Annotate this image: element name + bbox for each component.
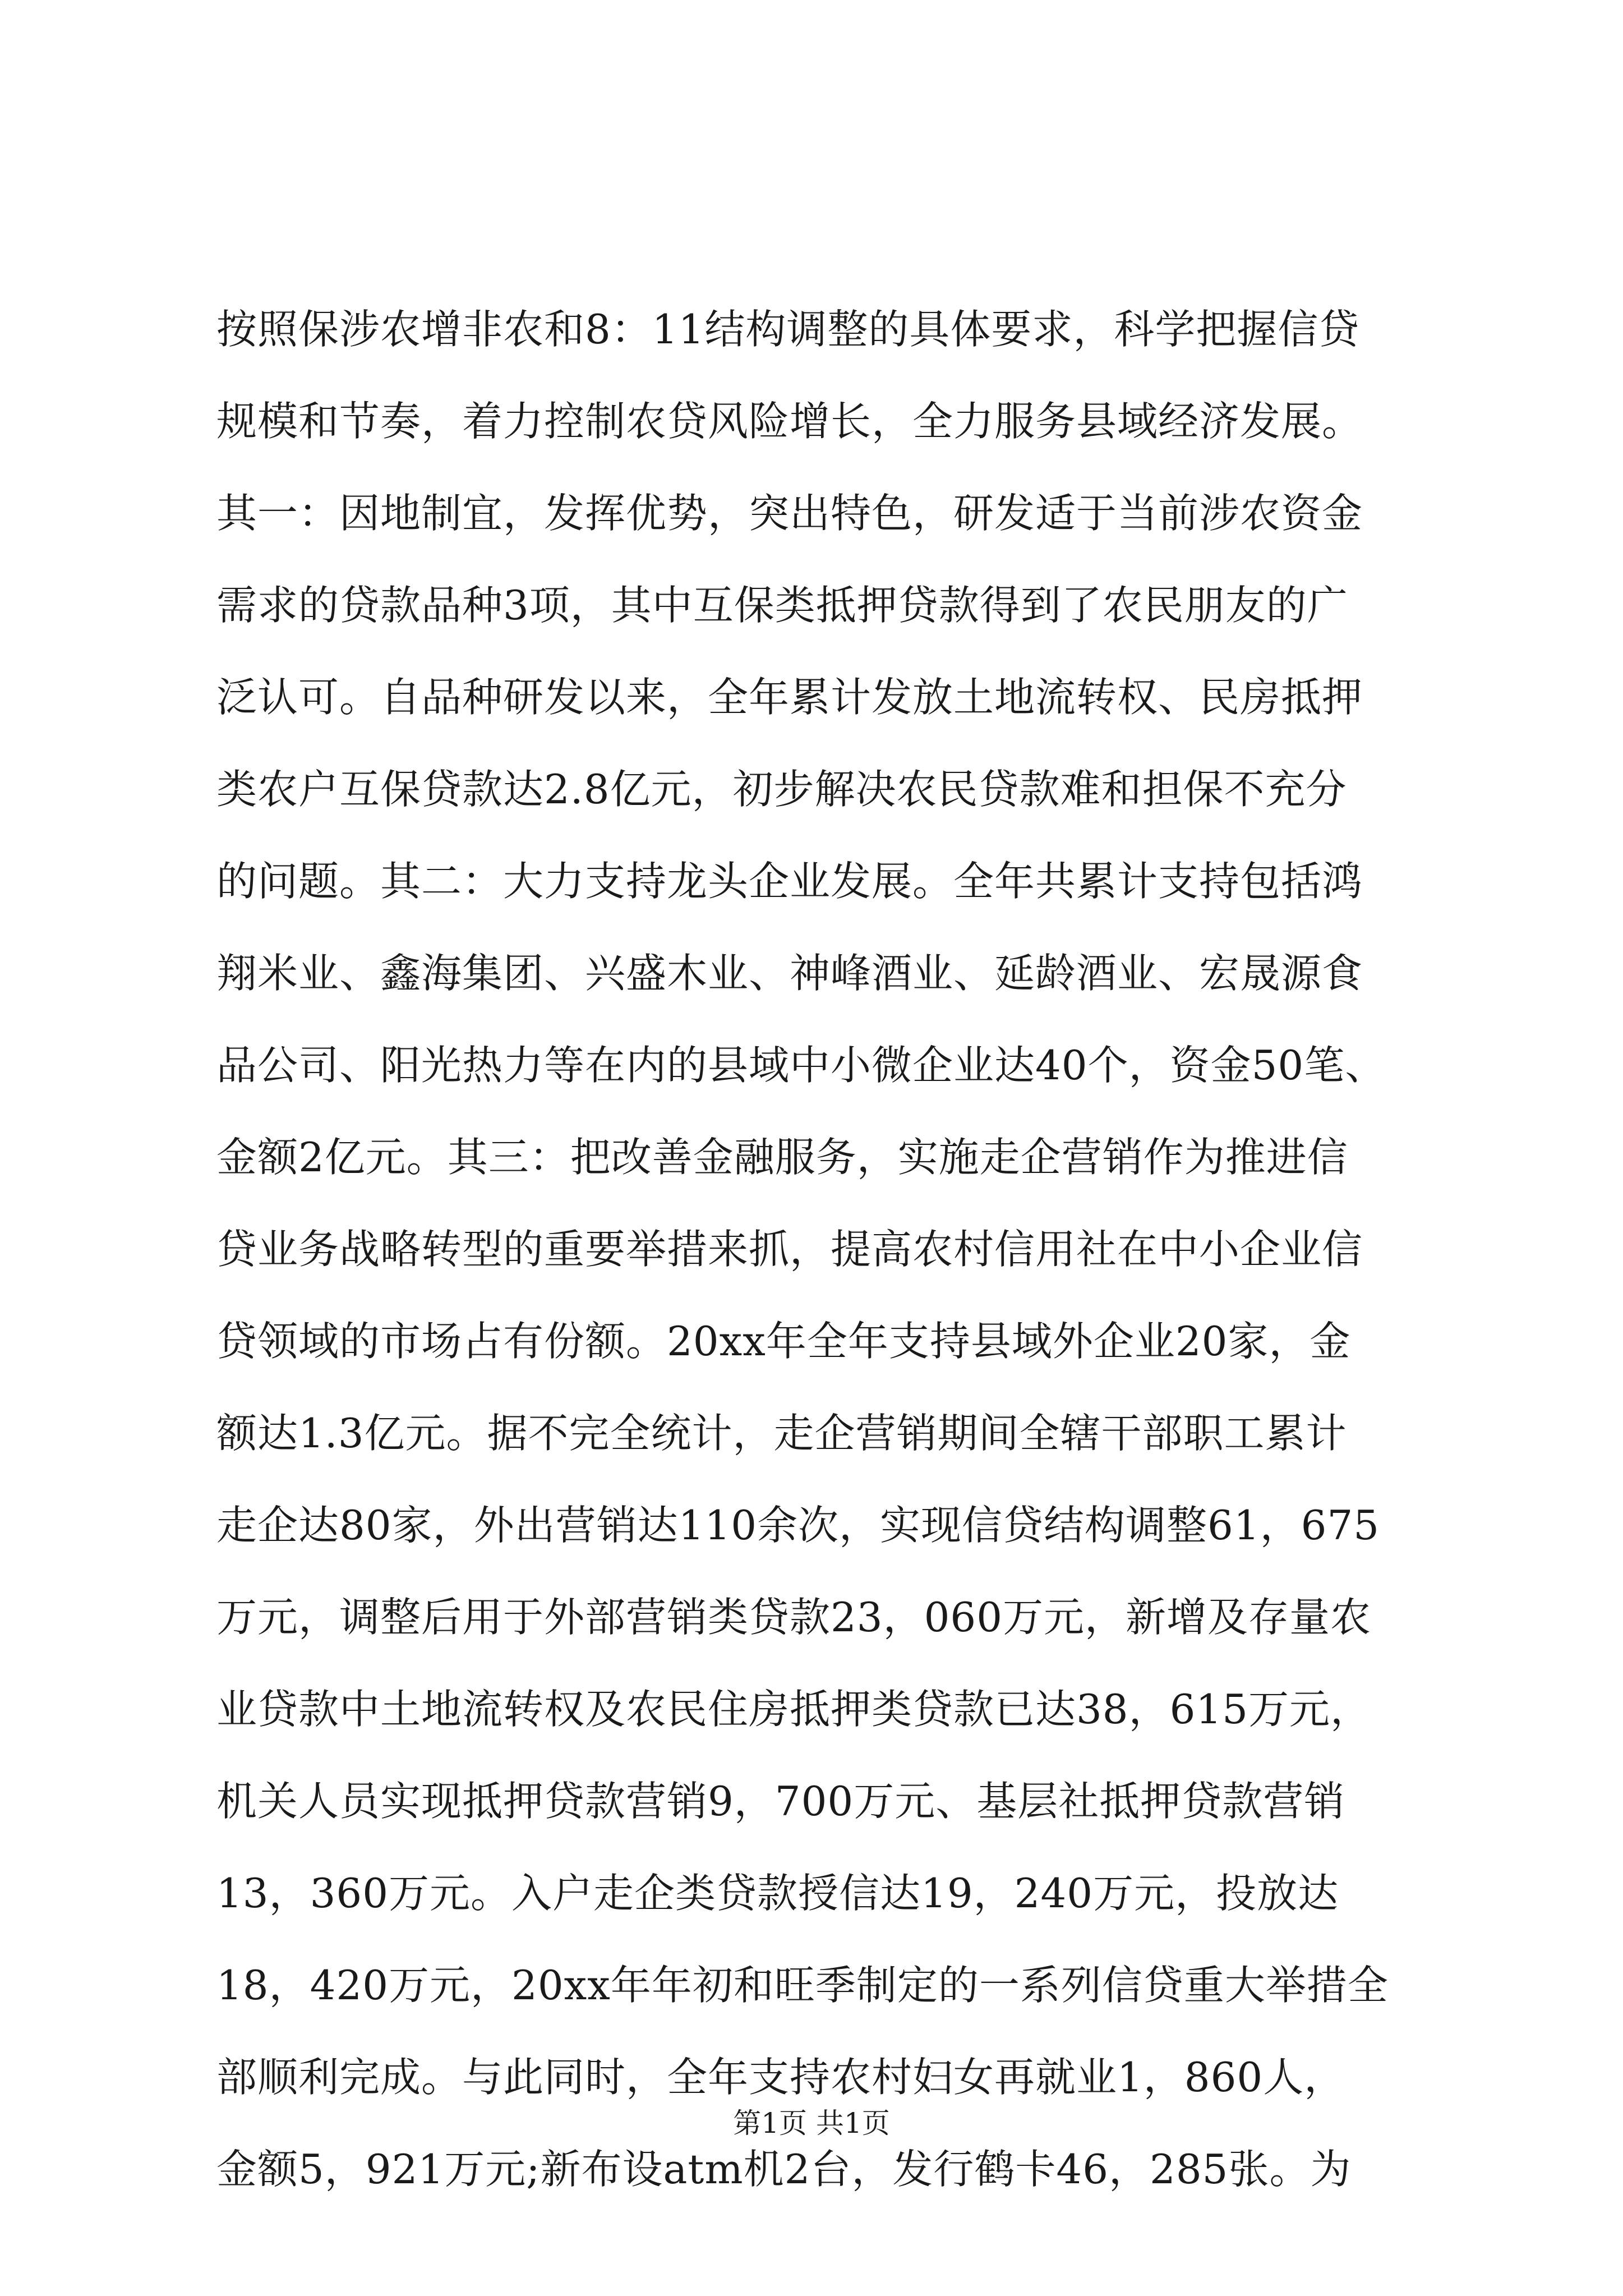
text-line-14: 走企达80家，外出营销达110余次，实现信贷结构调整61，675 — [216, 1502, 1380, 1549]
text-line-2: 规模和节奏，着力控制农贷风险增长，全力服务县域经济发展。 — [216, 398, 1363, 445]
text-line-15: 万元，调整后用于外部营销类贷款23，060万元，新增及存量农 — [216, 1594, 1372, 1641]
text-line-20: 部顺利完成。与此同时，全年支持农村妇女再就业1，860人， — [216, 2054, 1345, 2101]
text-line-12: 贷领域的市场占有份额。20xx年全年支持县域外企业20家，金 — [216, 1318, 1351, 1365]
body-text — [216, 283, 1417, 2215]
text-line-16: 业贷款中土地流转权及农民住房抵押类贷款已达38，615万元， — [216, 1686, 1372, 1733]
page-number-label: 第1页 共1页 — [733, 2107, 890, 2139]
text-line-17: 机关人员实现抵押贷款营销9，700万元、基层社抵押贷款营销 — [216, 1778, 1345, 1825]
text-line-7: 的问题。其二：大力支持龙头企业发展。全年共累计支持包括鸿 — [216, 858, 1363, 905]
text-line-1: 按照保涉农增非农和8：11结构调整的具体要求，科学把握信贷 — [216, 306, 1360, 353]
text-line-8: 翔米业、鑫海集团、兴盛木业、神峰酒业、延龄酒业、宏晟源食 — [216, 950, 1363, 997]
text-line-10: 金额2亿元。其三：把改善金融服务，实施走企营销作为推进信 — [216, 1134, 1348, 1181]
page-footer — [0, 2101, 1623, 2146]
text-line-5: 泛认可。自品种研发以来，全年累计发放土地流转权、民房抵押 — [216, 674, 1363, 721]
text-line-9: 品公司、阳光热力等在内的县域中小微企业达40个，资金50笔、 — [216, 1042, 1386, 1089]
text-line-21: 金额5，921万元;新布设atm机2台，发行鹤卡46，285张。为 — [216, 2146, 1352, 2193]
text-line-11: 贷业务战略转型的重要举措来抓，提高农村信用社在中小企业信 — [216, 1226, 1363, 1273]
text-line-4: 需求的贷款品种3项，其中互保类抵押贷款得到了农民朋友的广 — [216, 582, 1348, 629]
text-line-19: 18，420万元，20xx年年初和旺季制定的一系列信贷重大举措全 — [216, 1962, 1389, 2009]
text-line-6: 类农户互保贷款达2.8亿元，初步解决农民贷款难和担保不充分 — [216, 766, 1347, 813]
text-line-13: 额达1.3亿元。据不完全统计，走企营销期间全辖干部职工累计 — [216, 1410, 1347, 1457]
text-line-3: 其一：因地制宜，发挥优势，突出特色，研发适于当前涉农资金 — [216, 490, 1363, 537]
text-line-18: 13，360万元。入户走企类贷款授信达19，240万元，投放达 — [216, 1870, 1339, 1917]
